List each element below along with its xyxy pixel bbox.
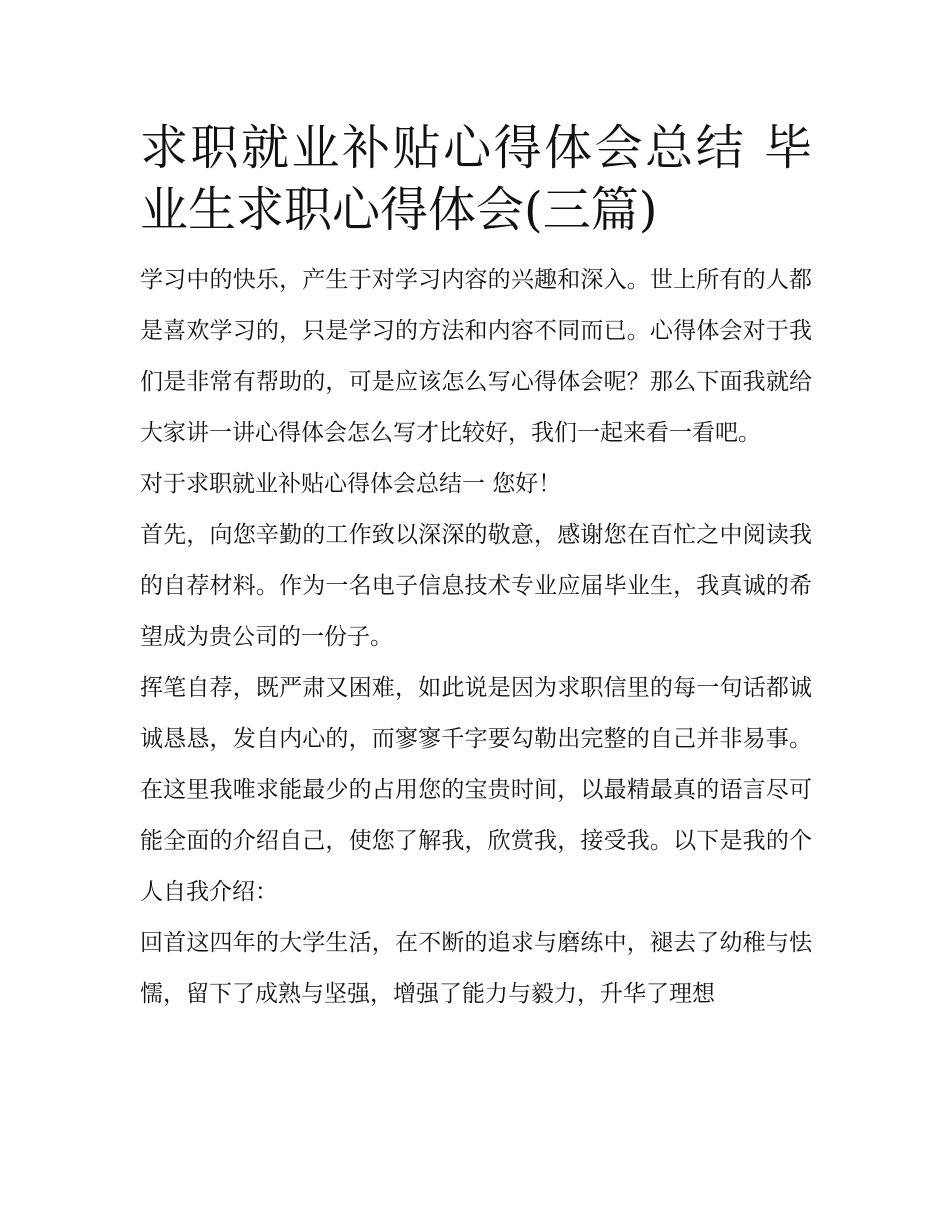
document-title: 求职就业补贴心得体会总结 毕业生求职心得体会(三篇) [140, 120, 812, 238]
greeting-paragraph: 对于求职就业补贴心得体会总结一 您好！ [140, 471, 562, 497]
intro-paragraph: 学习中的快乐，产生于对学习内容的兴趣和深入。世上所有的人都是喜欢学习的，只是学习的方法和内容不同而已。心得体会对于我们是非常有帮助的，可是应该怎么写心得体会呢？那么下面我就给大家讲一讲心得体会怎么写才比较好，我们一起来看一看吧。 [140, 267, 812, 446]
opening-paragraph: 首先，向您辛勤的工作致以深深的敬意，感谢您在百忙之中阅读我的自荐材料。作为一名电子信息技术专业应届毕业生，我真诚的希望成为贵公司的一份子。 [140, 522, 812, 650]
document-content [140, 117, 812, 1020]
self-recommendation-paragraph: 挥笔自荐，既严肃又困难，如此说是因为求职信里的每一句话都诚诚恳恳，发自内心的，而寥寥千字要勾勒出完整的自己并非易事。在这里我唯求能最少的占用您的宝贵时间，以最精最真的语言尽可能全面的介绍自己，使您了解我，欣赏我，接受我。以下是我的个人自我介绍： [140, 675, 812, 905]
college-life-paragraph: 回首这四年的大学生活，在不断的追求与磨练中，褪去了幼稚与怯懦，留下了成熟与坚强，增强了能力与毅力，升华了理想 [140, 930, 812, 1007]
